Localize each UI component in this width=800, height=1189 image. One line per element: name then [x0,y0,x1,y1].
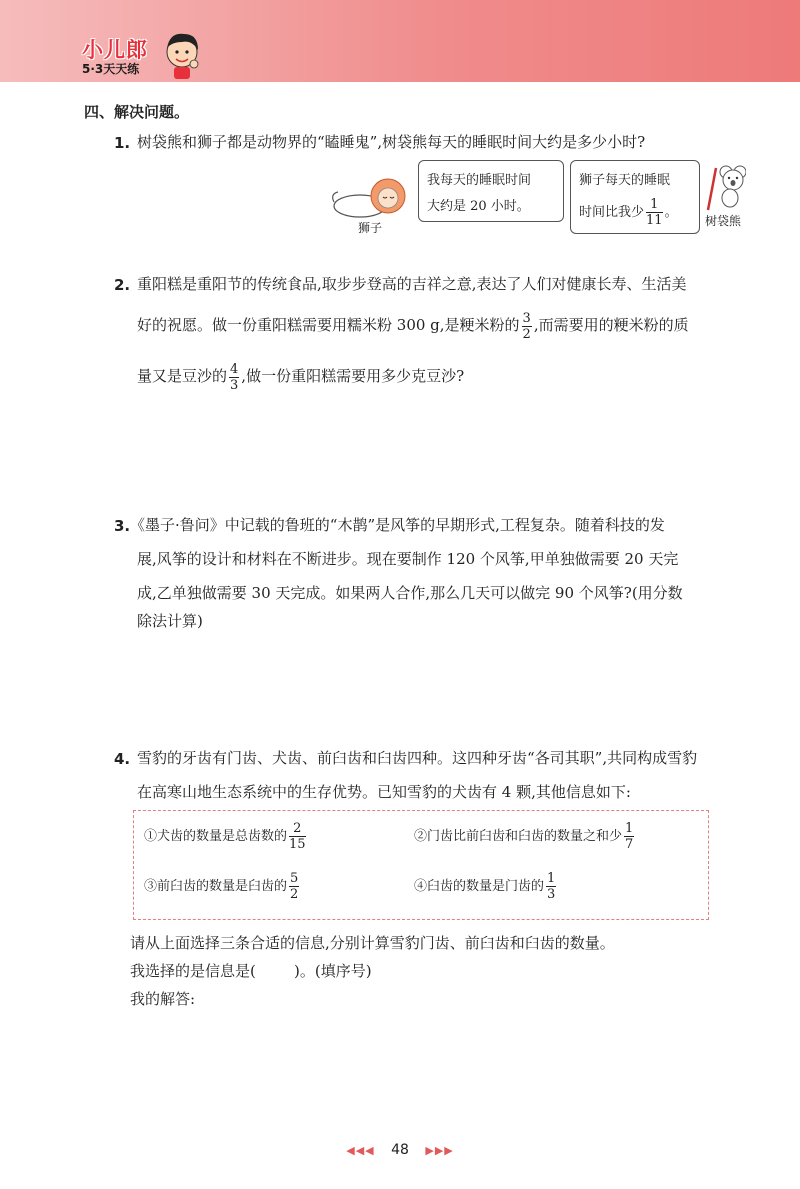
question-2-line-3-pre: 量又是豆沙的 [137,367,228,385]
fraction-numerator: 1 [646,197,663,213]
info-item-4 [414,871,558,902]
fraction-3-2 [522,311,532,342]
question-2-line-2-post: ,而需要用的粳米粉的质 [533,316,689,334]
question-4-choice-line[interactable]: 我选择的是信息是( )。(填序号) [130,962,372,980]
fraction-denominator: 3 [230,377,239,393]
info-item-2-text: ②门齿比前臼齿和臼齿的数量之和少 [414,829,623,844]
fraction-denominator: 7 [625,837,634,852]
koala-icon [702,160,746,212]
lion-bubble-line-1: 我每天的睡眠时间 [427,173,532,188]
info-item-1-text: ①犬齿的数量是总齿数的 [144,829,288,844]
lion-bubble-line-2: 大约是 20 小时。 [427,199,530,214]
fraction-5-2 [289,871,299,902]
next-arrows-icon: ▶▶▶ [425,1144,454,1157]
previous-arrows-icon: ◀◀◀ [346,1144,375,1157]
fraction-numerator: 5 [290,871,299,886]
question-4-number: 4. [114,750,131,768]
fraction-numerator: 2 [289,821,306,837]
lion-label: 狮子 [358,221,383,235]
info-box [133,810,709,920]
koala-bubble-line-2-pre: 时间比我少 [579,205,645,220]
question-2-line-2-pre: 好的祝愿。做一份重阳糕需要用糯米粉 300 g,是粳米粉的 [137,316,520,334]
brand-logo-title: 小儿郎 [82,38,148,62]
fraction-2-15 [289,821,306,852]
koala-bubble-line-2-post: 。 [664,205,678,220]
question-2-line-2 [137,306,689,344]
koala-bubble-line-1: 狮子每天的睡眠 [579,173,671,188]
info-item-4-text: ④臼齿的数量是门齿的 [414,879,545,894]
question-3-line-1: 《墨子·鲁问》中记载的鲁班的“木鹊”是风筝的早期形式,工程复杂。随着科技的发 [130,516,665,534]
fraction-denominator: 3 [547,887,556,902]
fraction-1-3 [546,871,556,902]
lion-icon [330,172,418,222]
section-title: 四、解决问题。 [84,103,190,121]
question-4-line-2: 在高寒山地生态系统中的生存优势。已知雪豹的犬齿有 4 颗,其他信息如下: [137,783,631,801]
question-2-line-3-post: ,做一份重阳糕需要用多少克豆沙? [241,367,465,385]
question-1-text: 树袋熊和狮子都是动物界的“瞌睡鬼”,树袋熊每天的睡眠时间大约是多少小时? [137,133,646,151]
question-2-line-1: 重阳糕是重阳节的传统食品,取步步登高的吉祥之意,表达了人们对健康长寿、生活美 [137,275,687,293]
info-item-3-text: ③前臼齿的数量是臼齿的 [144,879,288,894]
fraction-numerator: 1 [547,871,556,886]
koala-bubble-line-2 [579,197,678,228]
fraction-denominator: 2 [290,887,299,902]
info-item-3 [144,871,301,902]
page-number: 48 [391,1142,409,1158]
koala-fraction [646,197,663,228]
fraction-denominator: 15 [289,837,306,852]
question-3-line-2: 展,风筝的设计和材料在不断进步。现在要制作 120 个风筝,甲单独做需要 20 天完 [137,550,679,568]
question-2-number: 2. [114,276,131,294]
boy-mascot-icon [160,28,204,80]
lion-speech-bubble [418,160,564,222]
question-3-number: 3. [114,517,131,535]
info-item-2 [414,821,636,852]
fraction-denominator: 2 [522,326,531,342]
info-item-1 [144,821,308,852]
fraction-4-3 [229,362,239,393]
fraction-numerator: 1 [625,821,634,836]
fraction-denominator: 11 [646,213,663,228]
question-1-number: 1. [114,134,131,152]
question-4-answer-label: 我的解答: [130,990,196,1008]
koala-label: 树袋熊 [705,214,742,228]
question-2-line-3 [137,357,464,395]
question-3-line-3: 成,乙单独做需要 30 天完成。如果两人合作,那么几天可以做完 90 个风筝?(用分数 [137,584,683,602]
question-4-instruction: 请从上面选择三条合适的信息,分别计算雪豹门齿、前臼齿和臼齿的数量。 [130,934,615,952]
fraction-numerator: 4 [230,361,239,377]
question-4-line-1: 雪豹的牙齿有门齿、犬齿、前臼齿和臼齿四种。这四种牙齿“各司其职”,共同构成雪豹 [137,749,698,767]
fraction-1-7 [624,821,634,852]
page-footer [0,1142,800,1158]
question-3-line-4: 除法计算) [137,612,203,630]
brand-logo-subtitle: 5·3天天练 [82,62,140,76]
koala-speech-bubble [570,160,700,234]
fraction-numerator: 3 [522,310,531,326]
